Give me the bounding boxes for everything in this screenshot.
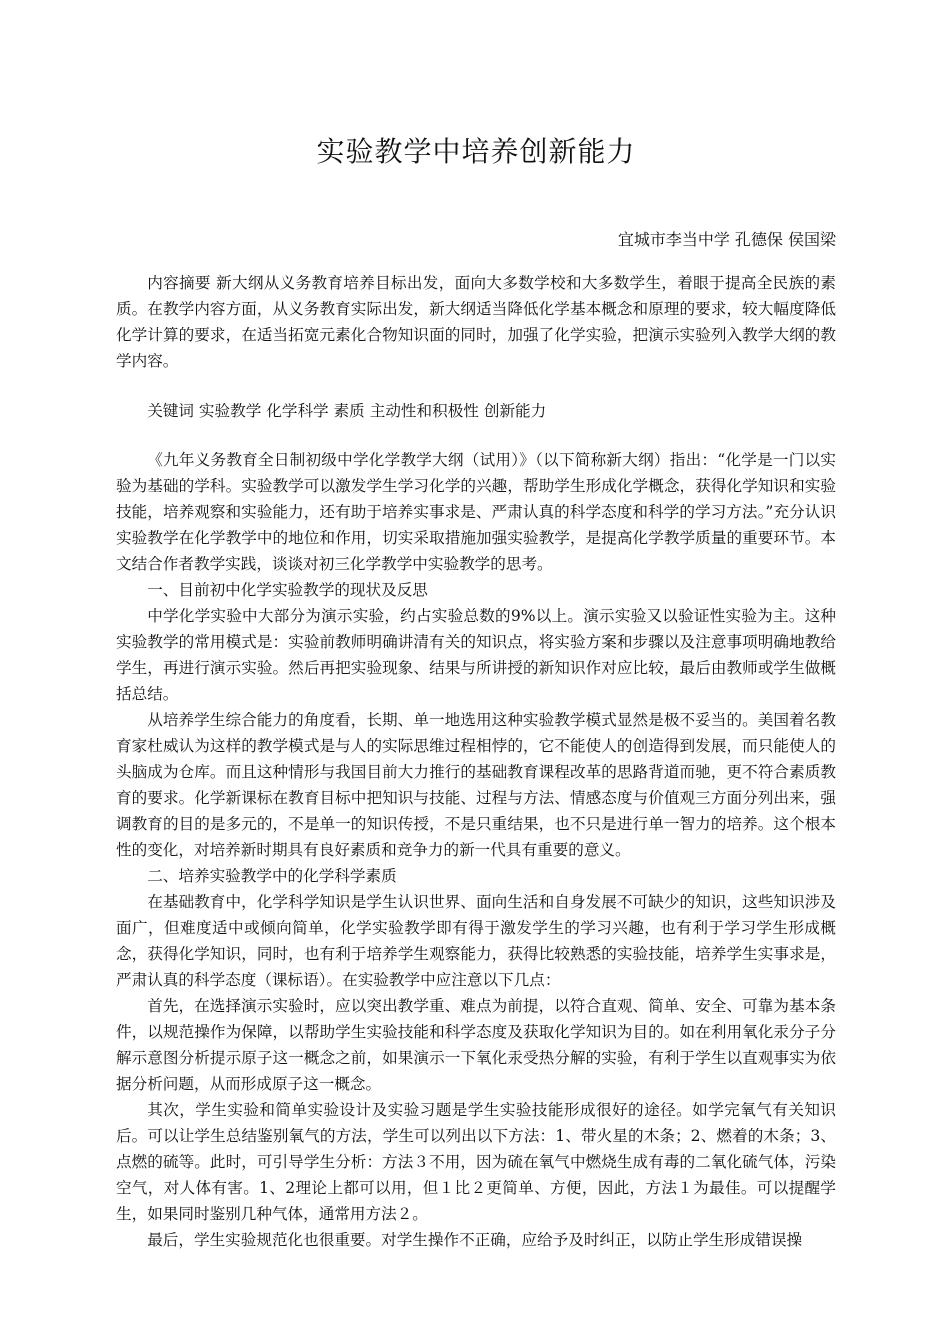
body-paragraph: 中学化学实验中大部分为演示实验，约占实验总数的9%以上。演示实验又以验证性实验为主。这种实验教学的常用模式是：实验前教师明确讲清有关的知识点，将实验方案和步骤以及注意事项明确地教给学生，再进行演示实验。然后再把实验现象、结果与所讲授的新知识作对应比较，最后由教师或学生做概括总结。 — [116, 607, 836, 703]
keywords-paragraph: 关键词 实验教学 化学科学 素质 主动性和积极性 创新能力 — [147, 402, 547, 420]
author-line: 宜城市李当中学 孔德保 侯国梁 — [617, 230, 836, 249]
body-paragraph: 最后，学生实验规范化也很重要。对学生操作不正确，应给予及时纠正，以防止学生形成错误操 — [147, 1231, 803, 1249]
keywords-section — [116, 398, 836, 424]
abstract-paragraph: 内容摘要 新大纲从义务教育培养目标出发，面向大多数学校和大多数学生，着眼于提高全民族的素质。在教学内容方面，从义务教育实际出发，新大纲适当降低化学基本概念和原理的要求，较大幅度降低化学计算的要求，在适当拓宽元素化合物知识面的同时，加强了化学实验，把演示实验列入教学大纲的教学内容。 — [116, 274, 836, 370]
section-heading-2: 二、培养实验教学中的化学科学素质 — [147, 867, 397, 885]
intro-paragraph: 《九年义务教育全日制初级中学化学教学大纲（试用）》（以下简称新大纲）指出：“化学是一门以实验为基础的学科。实验教学可以激发学生学习化学的兴趣，帮助学生形成化学概念，获得化学知识和实验技能，培养观察和实验能力，还有助于培养实事求是、严肃认真的科学态度和科学的学习方法。”充分认识实验教学在化学教学中的地位和作用，切实采取措施加强实验教学，是提高化学教学质量的重要环节。本文结合作者教学实践，谈谈对初三化学教学中实验教学的思考。 — [116, 451, 836, 573]
body-paragraph: 首先，在选择演示实验时，应以突出教学重、难点为前提，以符合直观、简单、安全、可靠为基本条件，以规范操作为保障，以帮助学生实验技能和科学态度及获取化学知识为目的。如在利用氧化汞分子分解示意图分析提示原子这一概念之前，如果演示一下氧化汞受热分解的实验，有利于学生以直观事实为依据分析问题，从而形成原子这一概念。 — [116, 997, 836, 1093]
body-paragraph: 其次，学生实验和简单实验设计及实验习题是学生实验技能形成很好的途径。如学完氧气有关知识后。可以让学生总结鉴别氧气的方法，学生可以列出以下方法：1、带火星的木条；2、燃着的木条；3、点燃的硫等。此时，可引导学生分析：方法３不用，因为硫在氧气中燃烧生成有毒的二氧化硫气体，污染空气，对人体有害。1、2理论上都可以用，但１比２更简单、方便，因此，方法１为最佳。可以提醒学生，如果同时鉴别几种气体，通常用方法２。 — [116, 1101, 836, 1223]
body-paragraph: 在基础教育中，化学科学知识是学生认识世界、面向生活和自身发展不可缺少的知识，这些知识涉及面广，但难度适中或倾向简单，化学实验教学即有得于激发学生的学习兴趣，也有利于学习学生形成概念，获得化学知识，同时，也有利于培养学生观察能力，获得比较熟悉的实验技能，培养学生实事求是，严肃认真的科学态度（课标语）。在实验教学中应注意以下几点： — [116, 893, 836, 989]
body-paragraph: 从培养学生综合能力的角度看，长期、单一地选用这种实验教学模式显然是极不妥当的。美国着名教育家杜威认为这样的教学模式是与人的实际思维过程相悖的，它不能使人的创造得到发展，而只能使人的头脑成为仓库。而且这种情形与我国目前大力推行的基础教育课程改革的思路背道而驰，更不符合素质教育的要求。化学新课标在教育目标中把知识与技能、过程与方法、情感态度与价值观三方面分列出来，强调教育的目的是多元的，不是单一的知识传授，不是只重结果，也不只是进行单一智力的培养。这个根本性的变化，对培养新时期具有良好素质和竞争力的新一代具有重要的意义。 — [116, 711, 836, 859]
body-text — [116, 447, 836, 1253]
abstract-section — [116, 270, 836, 374]
section-heading-1: 一、目前初中化学实验教学的现状及反思 — [147, 581, 428, 599]
document-title: 实验教学中培养创新能力 — [316, 135, 636, 168]
